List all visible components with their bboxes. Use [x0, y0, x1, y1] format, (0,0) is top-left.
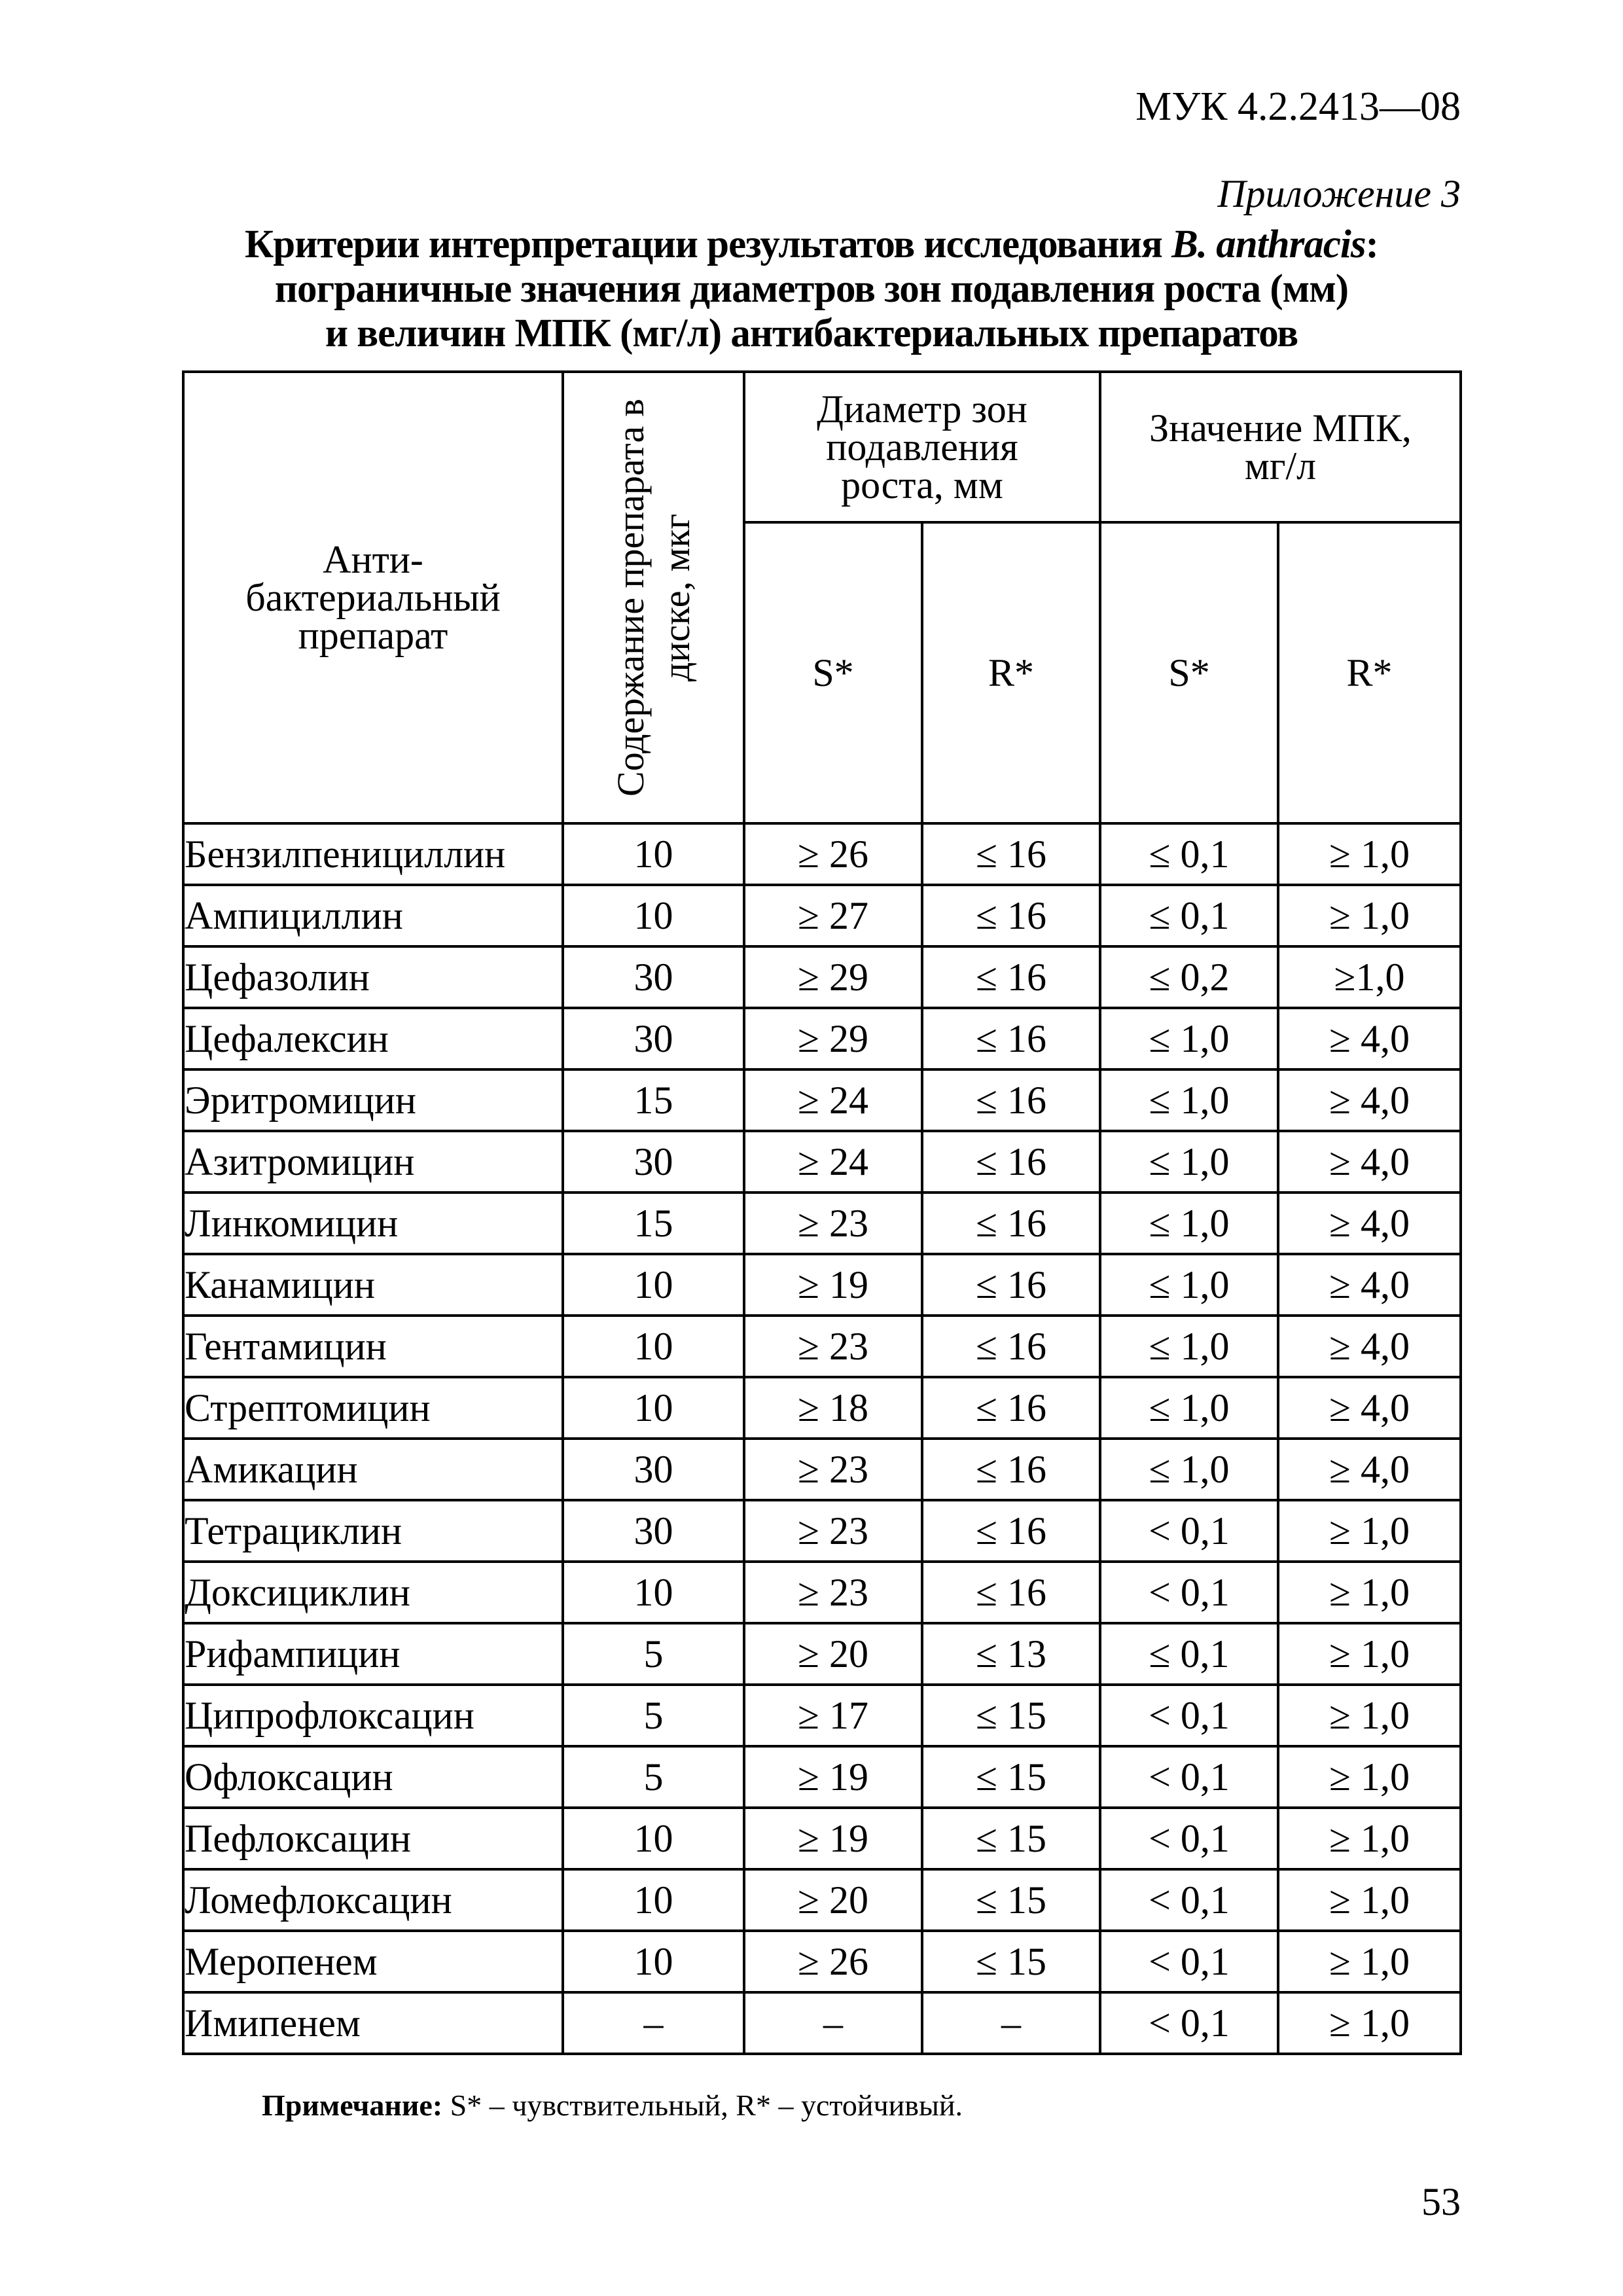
cell-zone-r: ≤ 15: [922, 1869, 1100, 1931]
cell-zone-s: ≥ 29: [744, 1008, 922, 1069]
header-disk-content: [563, 372, 744, 823]
table-row: [183, 1562, 1461, 1623]
cell-zone-r: ≤ 16: [922, 885, 1100, 946]
cell-mic-s: < 0,1: [1100, 1500, 1278, 1562]
table-body: [183, 823, 1461, 2054]
cell-drug: Пефлоксацин: [183, 1808, 563, 1869]
cell-mic-s: < 0,1: [1100, 1869, 1278, 1931]
cell-zone-s: ≥ 18: [744, 1377, 922, 1439]
cell-disk-content: 15: [563, 1193, 744, 1254]
cell-disk-content: –: [563, 1992, 744, 2054]
cell-mic-r: ≥ 1,0: [1278, 885, 1461, 946]
cell-mic-s: ≤ 1,0: [1100, 1193, 1278, 1254]
cell-zone-s: ≥ 17: [744, 1685, 922, 1746]
table-row: [183, 1992, 1461, 2054]
cell-mic-r: ≥ 4,0: [1278, 1193, 1461, 1254]
cell-zone-s: ≥ 23: [744, 1439, 922, 1500]
table-row: [183, 1254, 1461, 1316]
cell-drug: Эритромицин: [183, 1069, 563, 1131]
header-row-top: [183, 372, 1461, 522]
cell-mic-s: ≤ 0,1: [1100, 823, 1278, 885]
cell-mic-r: ≥ 4,0: [1278, 1316, 1461, 1377]
cell-mic-r: ≥ 1,0: [1278, 1562, 1461, 1623]
page-number: 53: [1421, 2180, 1461, 2223]
cell-mic-s: < 0,1: [1100, 1992, 1278, 2054]
cell-zone-s: ≥ 26: [744, 1931, 922, 1992]
criteria-table: [182, 370, 1462, 2055]
cell-mic-r: ≥1,0: [1278, 946, 1461, 1008]
cell-mic-s: ≤ 1,0: [1100, 1008, 1278, 1069]
cell-mic-r: ≥ 1,0: [1278, 1685, 1461, 1746]
table-row: [183, 1623, 1461, 1685]
title-species: B. anthracis: [1171, 223, 1366, 266]
cell-mic-r: ≥ 1,0: [1278, 1992, 1461, 2054]
cell-disk-content: 10: [563, 1377, 744, 1439]
title-suffix: :: [1365, 223, 1378, 266]
cell-zone-s: ≥ 26: [744, 823, 922, 885]
cell-drug: Ципрофлоксацин: [183, 1685, 563, 1746]
cell-zone-r: ≤ 16: [922, 946, 1100, 1008]
cell-disk-content: 5: [563, 1623, 744, 1685]
cell-mic-r: ≥ 4,0: [1278, 1131, 1461, 1193]
cell-drug: Гентамицин: [183, 1316, 563, 1377]
header-antibacterial: Анти- бактериальный препарат: [183, 372, 563, 823]
cell-mic-r: ≥ 1,0: [1278, 1931, 1461, 1992]
cell-zone-r: ≤ 16: [922, 1008, 1100, 1069]
table-row: [183, 1131, 1461, 1193]
cell-drug: Цефазолин: [183, 946, 563, 1008]
cell-mic-r: ≥ 1,0: [1278, 823, 1461, 885]
cell-drug: Рифампицин: [183, 1623, 563, 1685]
cell-zone-s: ≥ 19: [744, 1746, 922, 1808]
table-row: [183, 1500, 1461, 1562]
cell-disk-content: 10: [563, 1254, 744, 1316]
cell-drug: Канамицин: [183, 1254, 563, 1316]
cell-disk-content: 30: [563, 1500, 744, 1562]
cell-drug: Офлоксацин: [183, 1746, 563, 1808]
footnote-text: S* – чувствительный, R* – устойчивый.: [442, 2089, 963, 2122]
cell-mic-r: ≥ 1,0: [1278, 1869, 1461, 1931]
cell-zone-s: ≥ 23: [744, 1500, 922, 1562]
cell-drug: Цефалексин: [183, 1008, 563, 1069]
cell-disk-content: 30: [563, 946, 744, 1008]
footnote-label: Примечание:: [262, 2089, 443, 2122]
document-code: МУК 4.2.2413—08: [1135, 84, 1461, 129]
table-row: [183, 946, 1461, 1008]
cell-zone-s: ≥ 20: [744, 1623, 922, 1685]
cell-mic-s: < 0,1: [1100, 1931, 1278, 1992]
cell-disk-content: 10: [563, 1562, 744, 1623]
cell-mic-r: ≥ 1,0: [1278, 1808, 1461, 1869]
cell-drug: Линкомицин: [183, 1193, 563, 1254]
cell-mic-s: ≤ 1,0: [1100, 1377, 1278, 1439]
cell-zone-r: ≤ 15: [922, 1931, 1100, 1992]
cell-mic-r: ≥ 4,0: [1278, 1377, 1461, 1439]
cell-drug: Стрептомицин: [183, 1377, 563, 1439]
cell-mic-s: ≤ 1,0: [1100, 1131, 1278, 1193]
cell-mic-s: ≤ 0,2: [1100, 946, 1278, 1008]
cell-zone-s: ≥ 19: [744, 1254, 922, 1316]
header-mic-r: R*: [1278, 522, 1461, 823]
cell-mic-s: ≤ 0,1: [1100, 885, 1278, 946]
cell-disk-content: 10: [563, 823, 744, 885]
title-line-2: пограничные значения диаметров зон подавления роста (мм): [274, 267, 1349, 311]
cell-mic-r: ≥ 4,0: [1278, 1069, 1461, 1131]
cell-zone-r: ≤ 16: [922, 1500, 1100, 1562]
cell-mic-s: < 0,1: [1100, 1685, 1278, 1746]
cell-disk-content: 5: [563, 1685, 744, 1746]
cell-disk-content: 30: [563, 1439, 744, 1500]
cell-zone-r: ≤ 16: [922, 1562, 1100, 1623]
cell-disk-content: 10: [563, 1931, 744, 1992]
cell-zone-s: –: [744, 1992, 922, 2054]
cell-zone-s: ≥ 20: [744, 1869, 922, 1931]
cell-drug: Имипенем: [183, 1992, 563, 2054]
header-zone-r: R*: [922, 522, 1100, 823]
cell-mic-s: < 0,1: [1100, 1562, 1278, 1623]
cell-zone-r: ≤ 16: [922, 1254, 1100, 1316]
header-mic: Значение МПК, мг/л: [1100, 372, 1461, 522]
cell-disk-content: 10: [563, 885, 744, 946]
cell-drug: Тетрациклин: [183, 1500, 563, 1562]
header-mic-s: S*: [1100, 522, 1278, 823]
footnote: [262, 2088, 963, 2123]
cell-zone-s: ≥ 24: [744, 1131, 922, 1193]
cell-zone-s: ≥ 27: [744, 885, 922, 946]
cell-zone-s: ≥ 23: [744, 1193, 922, 1254]
cell-disk-content: 15: [563, 1069, 744, 1131]
table-row: [183, 1193, 1461, 1254]
table-row: [183, 1069, 1461, 1131]
cell-zone-r: ≤ 15: [922, 1746, 1100, 1808]
appendix-label: Приложение 3: [1217, 172, 1461, 215]
table-row: [183, 1439, 1461, 1500]
cell-disk-content: 5: [563, 1746, 744, 1808]
cell-mic-s: < 0,1: [1100, 1746, 1278, 1808]
cell-disk-content: 10: [563, 1316, 744, 1377]
header-zone-s: S*: [744, 522, 922, 823]
cell-zone-r: ≤ 16: [922, 1193, 1100, 1254]
cell-disk-content: 10: [563, 1808, 744, 1869]
table-row: [183, 1685, 1461, 1746]
cell-zone-r: ≤ 16: [922, 1439, 1100, 1500]
cell-mic-s: ≤ 1,0: [1100, 1439, 1278, 1500]
table-row: [183, 823, 1461, 885]
title-prefix: Критерии интерпретации результатов исследования: [245, 223, 1172, 266]
cell-mic-r: ≥ 4,0: [1278, 1254, 1461, 1316]
cell-mic-r: ≥ 1,0: [1278, 1623, 1461, 1685]
cell-zone-r: ≤ 16: [922, 1316, 1100, 1377]
table-row: [183, 1931, 1461, 1992]
cell-disk-content: 30: [563, 1008, 744, 1069]
table-row: [183, 1316, 1461, 1377]
cell-mic-s: ≤ 0,1: [1100, 1623, 1278, 1685]
header-zone-diameter: Диаметр зон подавления роста, мм: [744, 372, 1100, 522]
cell-mic-s: < 0,1: [1100, 1808, 1278, 1869]
cell-drug: Азитромицин: [183, 1131, 563, 1193]
cell-drug: Ломефлоксацин: [183, 1869, 563, 1931]
table-row: [183, 1008, 1461, 1069]
cell-disk-content: 30: [563, 1131, 744, 1193]
cell-zone-r: ≤ 16: [922, 1069, 1100, 1131]
table-row: [183, 1746, 1461, 1808]
cell-zone-r: ≤ 13: [922, 1623, 1100, 1685]
cell-zone-r: ≤ 16: [922, 1377, 1100, 1439]
cell-mic-s: ≤ 1,0: [1100, 1316, 1278, 1377]
table-title: [170, 223, 1453, 356]
header-disk-content-text: Содержание препарата в диске, мкг: [609, 399, 698, 797]
cell-disk-content: 10: [563, 1869, 744, 1931]
cell-zone-r: ≤ 15: [922, 1808, 1100, 1869]
title-line-1: [170, 223, 1453, 267]
cell-mic-s: ≤ 1,0: [1100, 1254, 1278, 1316]
title-line-3: и величин МПК (мг/л) антибактериальных препаратов: [325, 312, 1298, 355]
cell-mic-r: ≥ 1,0: [1278, 1500, 1461, 1562]
cell-mic-r: ≥ 4,0: [1278, 1439, 1461, 1500]
cell-mic-r: ≥ 1,0: [1278, 1746, 1461, 1808]
table-row: [183, 1869, 1461, 1931]
cell-drug: Доксициклин: [183, 1562, 563, 1623]
table-row: [183, 885, 1461, 946]
cell-zone-s: ≥ 29: [744, 946, 922, 1008]
cell-zone-s: ≥ 23: [744, 1316, 922, 1377]
cell-mic-s: ≤ 1,0: [1100, 1069, 1278, 1131]
cell-zone-r: ≤ 16: [922, 823, 1100, 885]
cell-drug: Меропенем: [183, 1931, 563, 1992]
cell-zone-s: ≥ 23: [744, 1562, 922, 1623]
cell-zone-r: –: [922, 1992, 1100, 2054]
cell-zone-s: ≥ 19: [744, 1808, 922, 1869]
cell-drug: Амикацин: [183, 1439, 563, 1500]
cell-zone-r: ≤ 15: [922, 1685, 1100, 1746]
cell-zone-r: ≤ 16: [922, 1131, 1100, 1193]
cell-drug: Бензилпенициллин: [183, 823, 563, 885]
table-row: [183, 1808, 1461, 1869]
cell-drug: Ампициллин: [183, 885, 563, 946]
cell-mic-r: ≥ 4,0: [1278, 1008, 1461, 1069]
cell-zone-s: ≥ 24: [744, 1069, 922, 1131]
table-row: [183, 1377, 1461, 1439]
